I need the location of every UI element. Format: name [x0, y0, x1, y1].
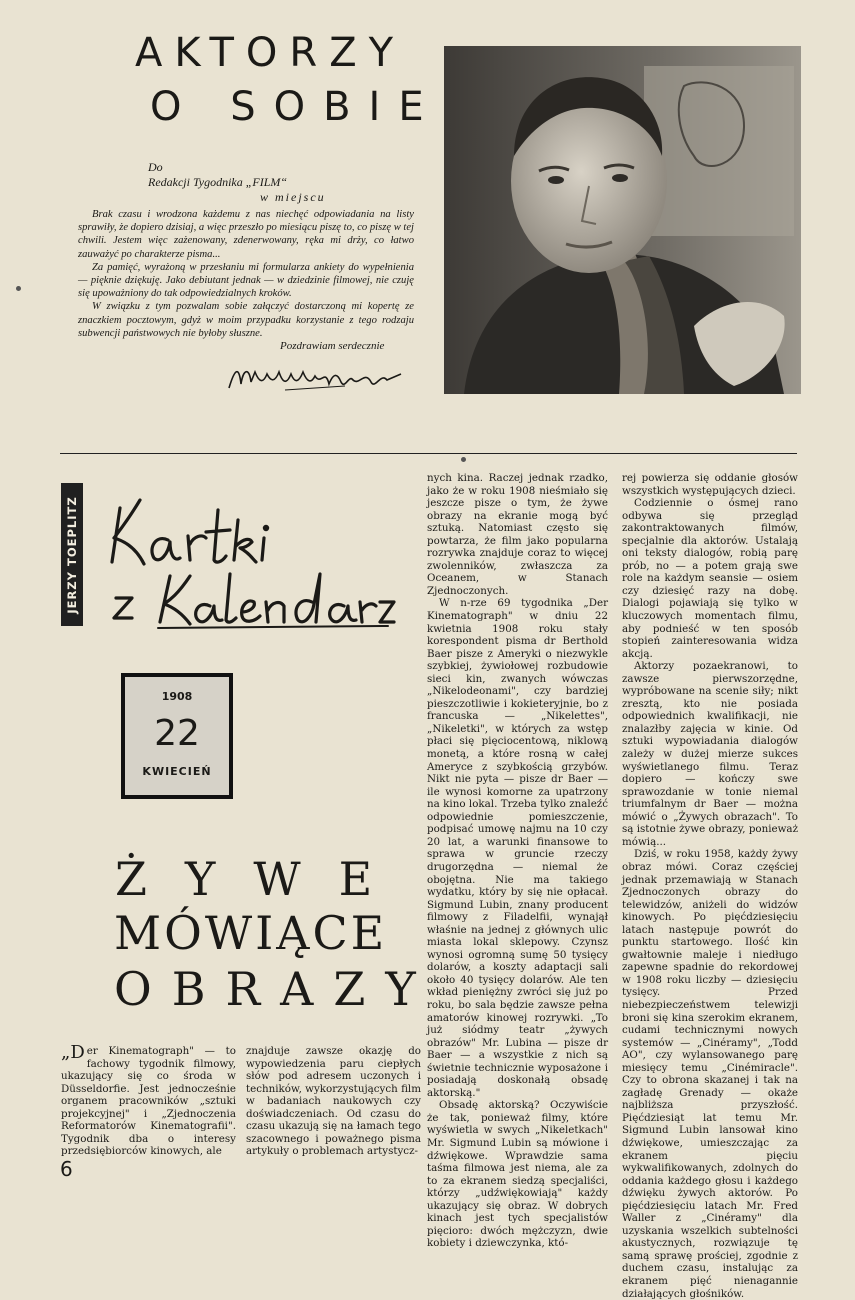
article-column-2	[246, 1045, 421, 1158]
article-paragraph: „Der Kinematograph" — to fachowy tygodnik filmowy, ukazujący się co środa w Düsseldorfie. Jest jednocześnie organem pracowników „sztuki projekcyjnej" i „Zjednoczenia Reformatorów Kinematografii". Tygodnik dba o interesy przedsiębiorców kinowych, ale	[61, 1042, 236, 1158]
article-paragraph: Aktorzy pozaekranowi, to zawsze pierwszorzędne, wypróbowane na scenie siły; nikt zresztą, kto nie posiada odpowiednich kwalifikacji, nie znalazłby zajęcia w kinie. Od sztuki wypowiadania dialogów zależy w dużej mierze sukces wyświetlanego filmu. Teraz dopiero — kończy swe sprawozdanie w tonie niemal triumfalnym dr Baer — można mówić o „Żywych obrazach". To są istotnie żywe obrazy, ponieważ mówią...	[622, 660, 798, 848]
date-day: 22	[154, 713, 200, 754]
portrait-photo	[444, 46, 801, 394]
feature-title-line1: AKTORZY	[135, 30, 406, 76]
section-divider	[60, 453, 797, 454]
letter-salutation	[148, 160, 326, 205]
article-paragraph: Dziś, w roku 1958, każdy żywy obraz mówi. Coraz częściej jednak przemawiają w Stanach Zjednoczonych obrazy do telewidzów, aniżeli do widzów kinowych. Po pięćdziesięciu latach następuje powrót do punktu startowego. Ilość kin gwałtownie maleje i niedługo zapewne spadnie do rekordowej w 1908 roku liczby — dziesięciu tysięcy. Przed niebezpieczeństwem telewizji broni się kina szerokim ekranem, cudami technicznymi nowych systemów — „Cinéramy", „Todd AO", czy wylansowanego parę miesięcy temu „Cinémiracle". Czy to obrona skazanej i tak na zagładę Grenady — okaże najbliższa przyszłość. Pięćdziesiąt lat temu Mr. Sigmund Lubin lansował kino dźwiękowe, umieszczając za ekranem pięciu wykwalifikowanych, zdolnych do oddania każdego głosu i każdego dźwięku żywych aktorów. Po pięćdziesięciu latach Mr. Fred Waller z „Cinéramy" dla uzyskania wszelkich subtelności akustycznych, rozwiązuje tę samą sprawę prościej, zgodnie z duchem czasu, instalując za ekranem pięć nienagannie działających głośników.	[622, 848, 798, 1300]
salutation-line-3: w miejscu	[260, 190, 326, 204]
article-paragraph: Codziennie o ósmej rano odbywa się przegląd zakontraktowanych filmów, specjalnie dla aktorów. Ustalają oni teksty dialogów, robią parę prób, no — a potem grają swe role na każdym seansie — osiem czy dziesięć razy na dobę. Dialogi pojawiają się tylko w kluczowych momentach filmu, aby podnieść w ten sposób stopień zainteresowania widza akcją.	[622, 497, 798, 660]
column-title-handwritten	[98, 480, 398, 635]
page-number: 6	[60, 1157, 73, 1181]
handwritten-signature	[225, 360, 425, 401]
article-paragraph: nych kina. Raczej jednak rzadko, jako że w roku 1908 nieśmiało się jeszcze pisze o tym, że żywe obrazy na ekranie mogą być sztuką. Natomiast często się powtarza, że film jako popularna rozrywka znajduje coraz to więcej zwolenników, zwłaszcza za Oceanem, w Stanach Zjednoczonych.	[427, 472, 608, 597]
letter-paragraph: W związku z tym pozwalam sobie załączyć dostarczoną mi kopertę ze znaczkiem pocztowym, gdyż w moim przypadku korzystanie z tego rodzaju subwencji państwowych nie byłoby słuszne.	[78, 301, 414, 339]
date-year: 1908	[161, 690, 193, 703]
calendar-date-box	[121, 673, 233, 799]
salutation-line-1: Do	[148, 160, 163, 174]
date-month: KWIECIEŃ	[142, 765, 212, 778]
article-column-3	[427, 472, 608, 1250]
letter-closing: Pozdrawiam serdecznie	[280, 340, 385, 352]
article-paragraph: rej powierza się oddanie głosów wszystkich występujących dzieci.	[622, 472, 798, 497]
letter-paragraph: Za pamięć, wyrażoną w przesłaniu mi formularza ankiety do wypełnienia — pięknie dziękuję. Jako debiutant jednak — w dziedzinie filmowej, nie czuję się upoważniony do tak odpowiedzialnych kroków.	[78, 261, 414, 300]
drop-initial: „D	[61, 1042, 85, 1063]
salutation-line-2: Redakcji Tygodnika „FILM“	[148, 175, 288, 189]
headline-line1: ŻYWE	[115, 852, 411, 906]
letter-body	[78, 208, 414, 340]
decorative-dot	[461, 457, 466, 462]
article-column-4	[622, 472, 798, 1300]
letter-paragraph: Brak czasu i wrodzona każdemu z nas niechęć odpowiadania na listy sprawiły, że dopiero dzisiaj, a więc przeszło po miesiącu piszę to, co piszę w tej chwili. Jestem więc zażenowany, zdenerwowany, ręka mi drży, co łatwo zauważyć po charakterze pisma...	[78, 209, 414, 260]
feature-title-line2: O SOBIE	[150, 84, 442, 130]
article-column-1	[61, 1042, 236, 1158]
article-paragraph: Obsadę aktorską? Oczywiście że tak, ponieważ filmy, które wyświetla w swych „Nikeletkach" Mr. Sigmund Lubin są mówione i dźwiękowe. Wprawdzie sama taśma filmowa jest niema, ale za to za ekranem siedzą specjaliści, którzy „udźwiękowiają" każdy ukazujący się obraz. W dobrych kinach jest tych specjalistów pięcioro: dwóch mężczyzn, dwie kobiety i dziewczynka, któ-	[427, 1099, 608, 1250]
author-label	[61, 483, 83, 626]
article-paragraph: znajduje zawsze okazję do wypowiedzenia paru ciepłych słów pod adresem uczonych i techników, wykorzystujących film w badaniach naukowych czy doświadczeniach. Od czasu do czasu ukazują się na łamach tego szacownego i poważnego pisma artykuły o problemach artystycz-	[246, 1045, 421, 1158]
headline-line2: MÓWIĄCE	[114, 906, 388, 960]
headline-line3: OBRAZY	[114, 962, 436, 1016]
decorative-dot	[16, 286, 21, 291]
author-name: JERZY TOEPLITZ	[65, 495, 79, 614]
article-paragraph: W n-rze 69 tygodnika „Der Kinematograph" w dniu 22 kwietnia 1908 roku stały korespondent pisma dr Berthold Baer pisze z Ameryki o niezwykle szybkiej, żywiołowej rozbudowie sieci kin, zwanych wówczas „Nikelodeonami", czy bardziej pieszczotliwie i kokieteryjnie, bo z francuska — „Nikelettes", „Nikeletki", w których za wstęp płaci się pięciocentową, niklową monetą, a które rosną w całej Ameryce z szybkością grzybów. Nikt nie pyta — pisze dr Baer — ile wynosi komorne za upatrzony na kino lokal. Trzeba tylko znaleźć odpowiednie pomieszczenie, podpisać umowę najmu na 10 czy 20 lat, a warunki finansowe to sprawa w gruncie rzeczy drugorzędna — niemal że obojętna. Nie ma takiego wydatku, który by się nie opłacał. Sigmund Lubin, znany producent filmowy z Filadelfii, wynajął właśnie na jednej z głównych ulic miasta lokal sklepowy. Czynsz wynosi ogromną sumę 50 tysięcy dolarów, a koszty adaptacji sali około 40 tysięcy dolarów. Ale ten wkład pieniężny zwróci się już po roku, bo sala będzie zawsze pełna amatorów kinowej rozrywki. „To już siódmy teatr „żywych obrazów" Mr. Lubina — pisze dr Baer — a wszystkie z nich są świetnie technicznie wyposażone i posiadają doskonałą obsadę aktorską."	[427, 597, 608, 1099]
